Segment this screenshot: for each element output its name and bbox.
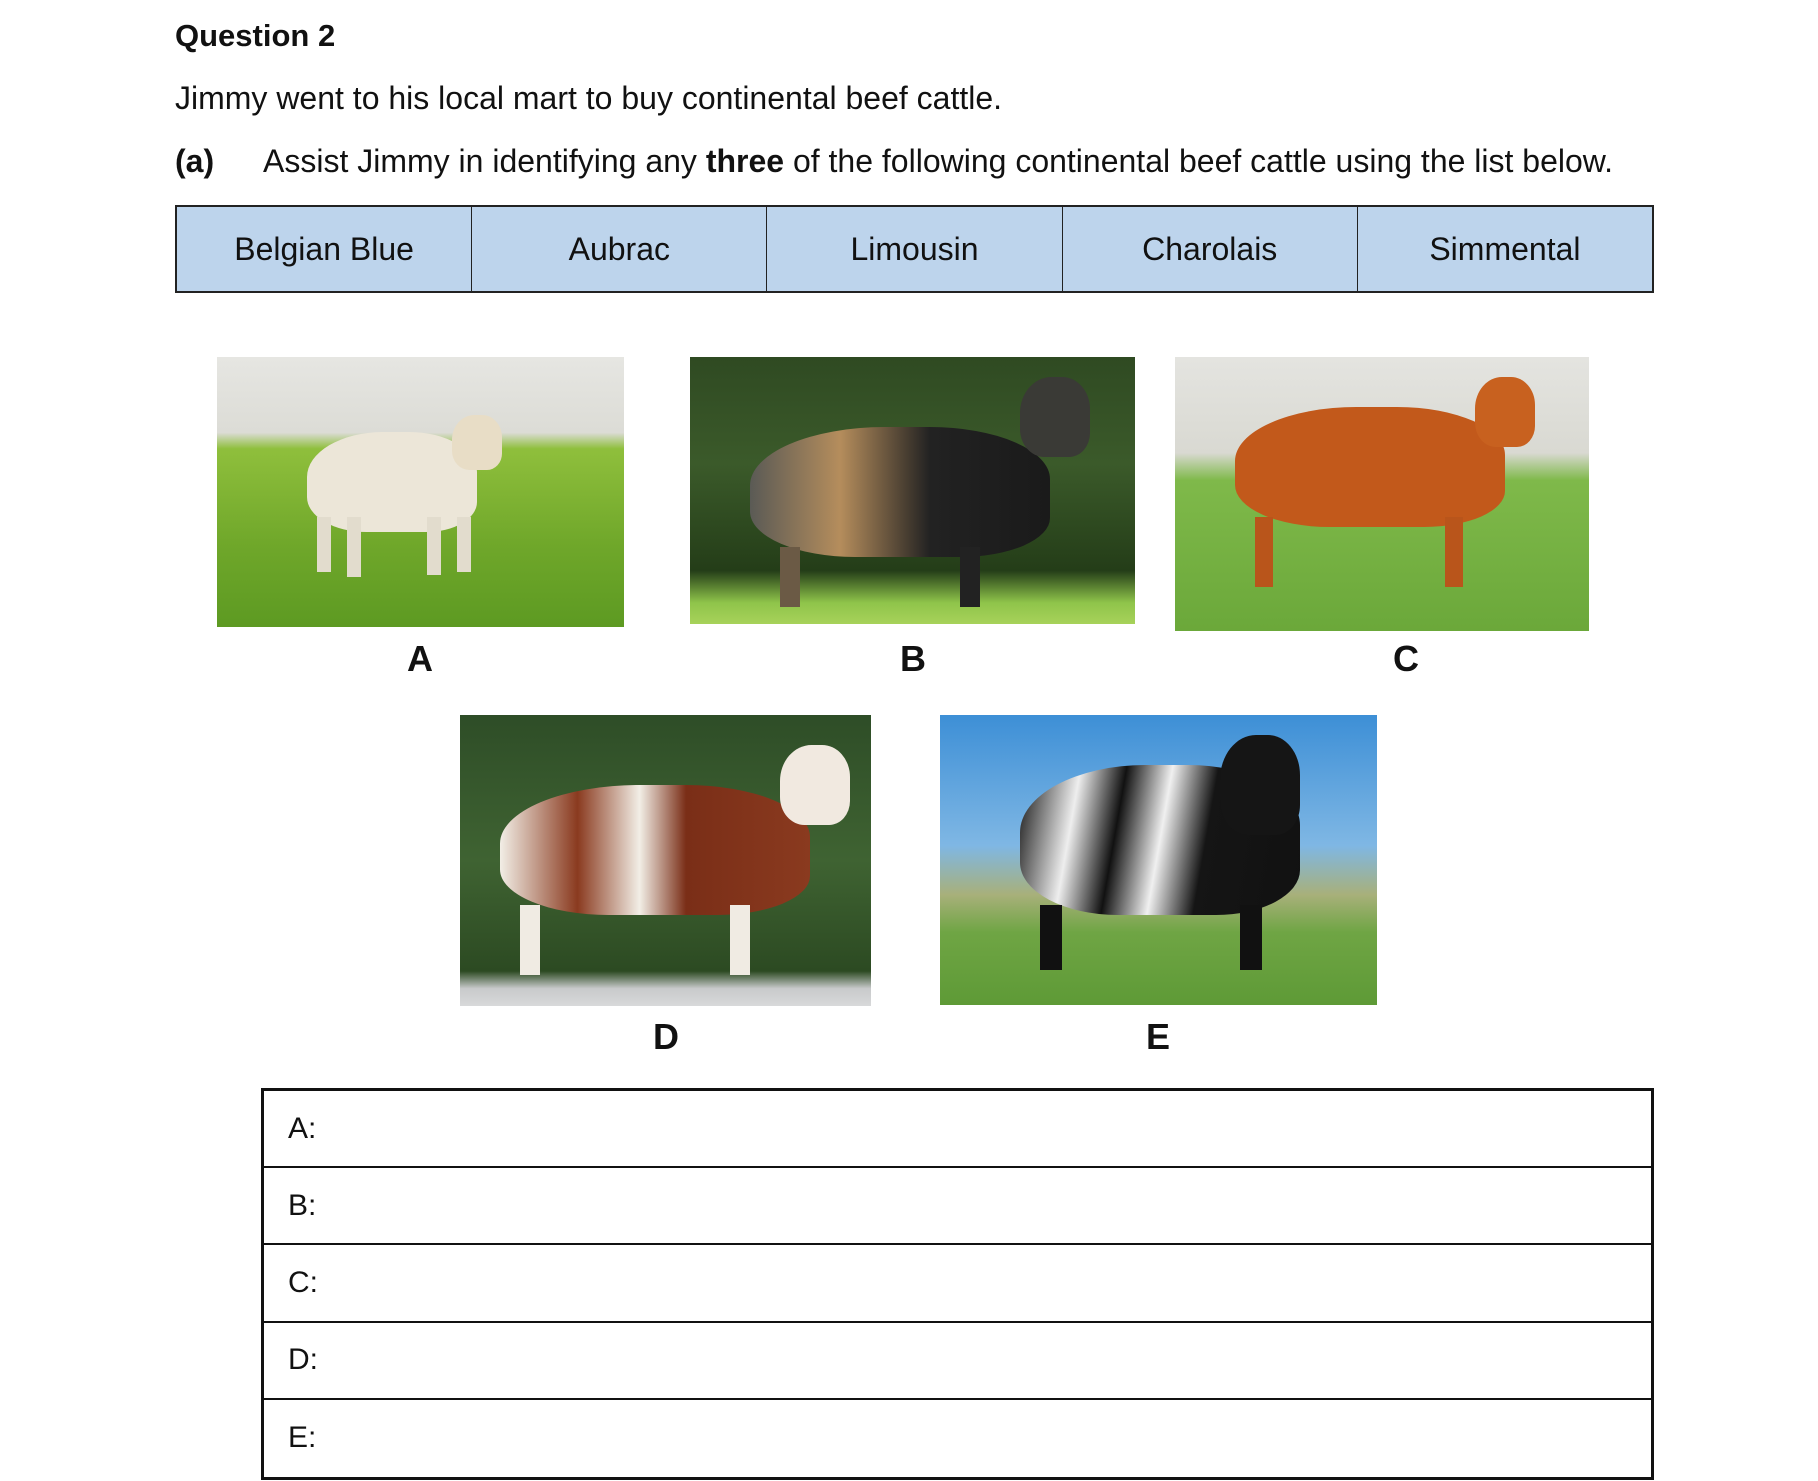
photo-label-c: C xyxy=(1393,638,1419,679)
cattle-photo-e xyxy=(940,715,1377,1005)
answer-label: C: xyxy=(288,1265,318,1299)
breed-cell: Belgian Blue xyxy=(177,207,472,291)
answer-table xyxy=(261,1088,1654,1480)
cattle-photo-a xyxy=(217,357,624,627)
answer-label: B: xyxy=(288,1188,317,1222)
cattle-photo-d xyxy=(460,715,871,1006)
answer-label: A: xyxy=(288,1111,317,1145)
breed-cell: Aubrac xyxy=(472,207,767,291)
answer-label: D: xyxy=(288,1343,318,1377)
question-intro: Jimmy went to his local mart to buy continental beef cattle. xyxy=(175,80,1003,116)
question-title: Question 2 xyxy=(175,18,336,53)
prompt-text-after: of the following continental beef cattle using the list below. xyxy=(784,143,1614,179)
photo-label-e: E xyxy=(1145,1016,1171,1057)
answer-row-e[interactable] xyxy=(264,1400,1651,1477)
breed-cell: Charolais xyxy=(1063,207,1358,291)
photo-label-b: B xyxy=(900,638,926,679)
answer-row-c[interactable] xyxy=(264,1245,1651,1322)
breed-cell: Limousin xyxy=(767,207,1062,291)
prompt-text-before: Assist Jimmy in identifying any xyxy=(263,143,706,179)
photo-label-a: A xyxy=(407,638,433,679)
cattle-photo-b xyxy=(690,357,1135,624)
prompt-emphasis: three xyxy=(705,143,785,179)
photo-label-d: D xyxy=(653,1016,679,1057)
part-a-label: (a) xyxy=(175,143,215,179)
breed-list-table xyxy=(175,205,1654,293)
answer-row-b[interactable] xyxy=(264,1168,1651,1245)
part-a-prompt xyxy=(175,143,1613,180)
answer-row-a[interactable] xyxy=(264,1091,1651,1168)
cattle-photo-c xyxy=(1175,357,1589,631)
answer-label: E: xyxy=(288,1421,317,1455)
answer-row-d[interactable] xyxy=(264,1323,1651,1400)
breed-cell: Simmental xyxy=(1358,207,1652,291)
